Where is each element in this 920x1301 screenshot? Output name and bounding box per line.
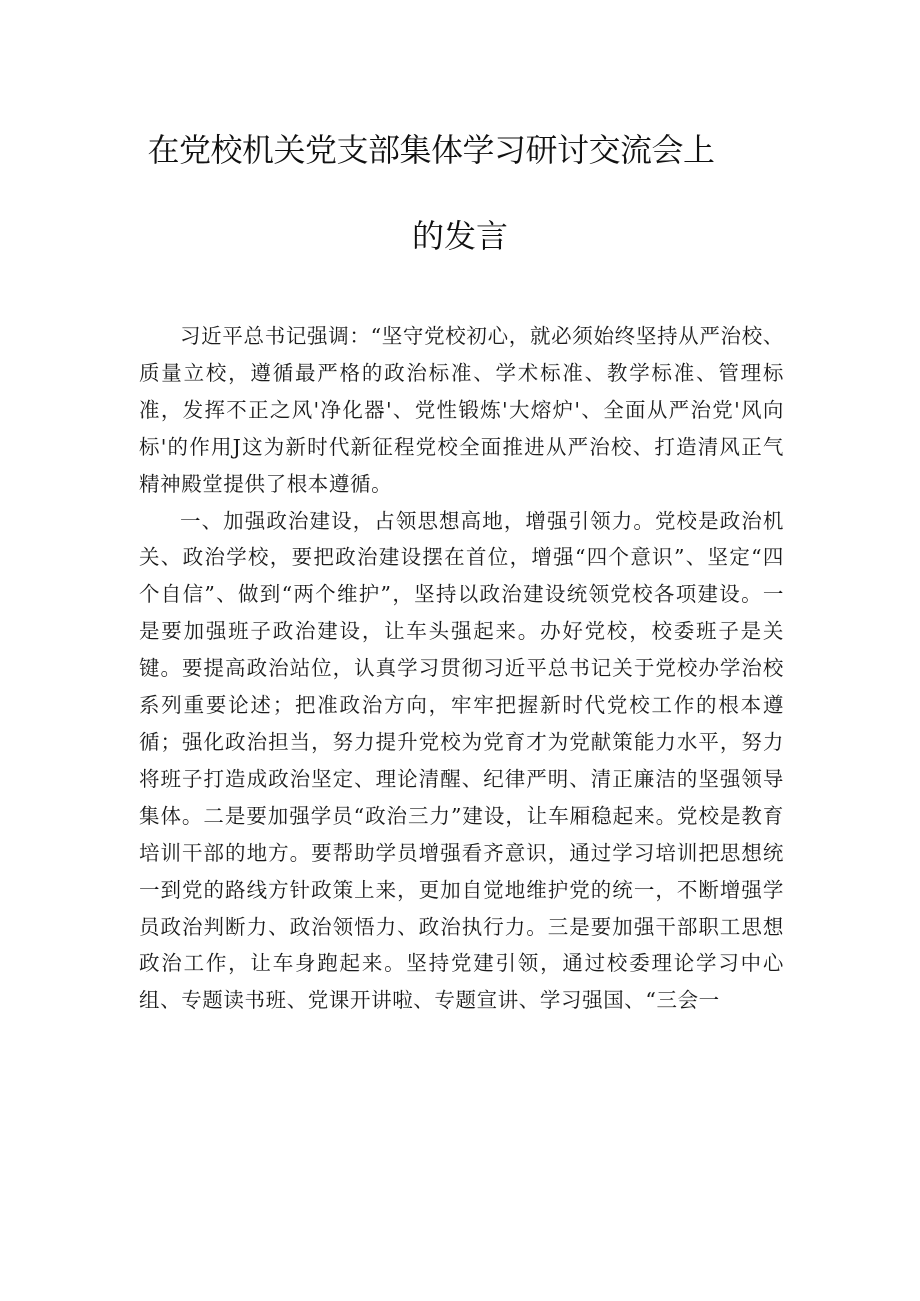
title-line-1: 在党校机关党支部集体学习研讨交流会上 <box>147 131 715 169</box>
document-body <box>139 318 784 1019</box>
paragraph-section-1: 一、加强政治建设，占领思想高地，增强引领力。党校是政治机关、政治学校，要把政治建设摆在首位，增强“四个意识”、坚定“四个自信”、做到“两个维护”，坚持以政治建设统领党校各项建设。一是要加强班子政治建设，让车头强起来。办好党校，校委班子是关键。要提高政治站位，认真学习贯彻习近平总书记关于党校办学治校系列重要论述；把准政治方向，牢牢把握新时代党校工作的根本遵循；强化政治担当，努力提升党校为党育才为党献策能力水平，努力将班子打造成政治坚定、理论清醒、纪律严明、清正廉洁的坚强领导集体。二是要加强学员“政治三力”建设，让车厢稳起来。党校是教育培训干部的地方。要帮助学员增强看齐意识，通过学习培训把思想统一到党的路线方针政策上来，更加自觉地维护党的统一，不断增强学员政治判断力、政治领悟力、政治执行力。三是要加强干部职工思想政治工作，让车身跑起来。坚持党建引领，通过校委理论学习中心组、专题读书班、党课开讲啦、专题宣讲、学习强国、“三会一 <box>139 508 784 1013</box>
paragraph-intro: 习近平总书记强调：“坚守党校初心，就必须始终坚持从严治校、质量立校，遵循最严格的政治标准、学术标准、教学标准、管理标准，发挥不正之风'净化器'、党性锻炼'大熔炉'、全面从严治党'风向标'的作用J这为新时代新征程党校全面推进从严治校、打造清风正气精神殿堂提供了根本遵循。 <box>139 324 784 496</box>
title-line-2: 的发言 <box>411 217 508 255</box>
